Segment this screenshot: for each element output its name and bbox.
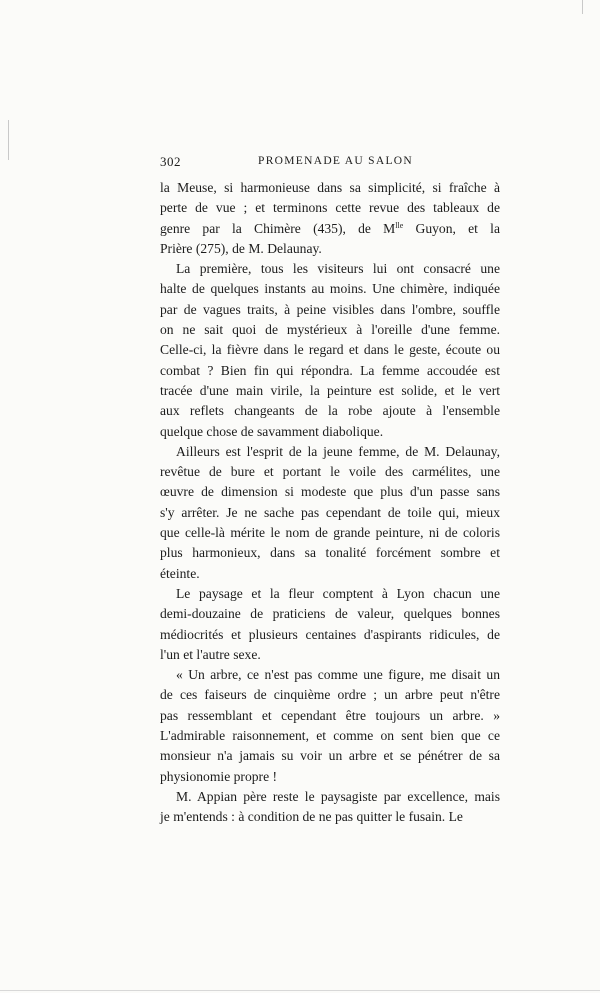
text-line: La première, tous les visiteurs lui ont consacré une bbox=[176, 261, 500, 277]
text-line: physionomie propre ! bbox=[160, 768, 278, 784]
text-line: Celle-ci, la fièvre dans le regard et dans le geste, écoute ou bbox=[160, 342, 500, 358]
text-line: monsieur n'a jamais su voir un arbre et se pénétrer de sa bbox=[160, 748, 500, 764]
text-line: perte de vue ; et terminons cette revue des tableaux de bbox=[160, 200, 500, 216]
text-line: je m'entends : à condition de ne pas quitter le fusain. Le bbox=[160, 809, 463, 825]
paragraph bbox=[160, 178, 500, 259]
text-line: aux reflets changeants de la robe ajoute à l'ensemble bbox=[160, 403, 500, 419]
text-line: « Un arbre, ce n'est pas comme une figure, me disait un bbox=[176, 667, 500, 683]
paragraph bbox=[160, 442, 500, 584]
superscript: lle bbox=[395, 220, 404, 230]
text-line: demi-douzaine de praticiens de valeur, quelques bonnes bbox=[160, 606, 500, 622]
text-line: tracée d'une main virile, la peinture est solide, et le vert bbox=[160, 382, 500, 398]
text-line: Le paysage et la fleur comptent à Lyon chacun une bbox=[176, 585, 500, 601]
text-line: l'un et l'autre sexe. bbox=[160, 646, 261, 662]
running-title: PROMENADE AU SALON bbox=[258, 155, 414, 167]
text-line: par de vagues traits, à peine visibles dans l'ombre, souffle bbox=[160, 301, 500, 317]
text-line: éteinte. bbox=[160, 565, 200, 581]
text-line: de ces faiseurs de cinquième ordre ; un arbre peut n'être bbox=[160, 687, 500, 703]
paragraph bbox=[160, 584, 500, 665]
text-line: plus harmonieux, dans sa tonalité forcément sombre et bbox=[160, 545, 500, 561]
page-header bbox=[160, 154, 500, 174]
paragraph bbox=[160, 787, 500, 828]
text-line: Prière (275), de M. Delaunay. bbox=[160, 240, 322, 256]
paragraph bbox=[160, 259, 500, 442]
paragraph bbox=[160, 665, 500, 787]
text-line: Ailleurs est l'esprit de la jeune femme, de M. Delaunay, bbox=[176, 443, 500, 459]
body-text bbox=[160, 178, 500, 828]
text-line: s'y arrêter. Je ne sache pas cependant de toile qui, mieux bbox=[160, 504, 500, 520]
text-line: quelque chose de savamment diabolique. bbox=[160, 423, 384, 439]
text-line: halte de quelques instants au moins. Une chimère, indiquée bbox=[160, 281, 500, 297]
text-line: on ne sait quoi de mystérieux à l'oreille d'une femme. bbox=[160, 322, 500, 338]
scan-edge-mark-top bbox=[582, 0, 583, 14]
text-line: revêtue de bure et portant le voile des carmélites, une bbox=[160, 464, 500, 480]
text-line: pas ressemblant et cependant être toujours un arbre. » bbox=[160, 707, 500, 723]
text-line: combat ? Bien fin qui répondra. La femme accoudée est bbox=[160, 362, 500, 378]
page-number: 302 bbox=[160, 154, 181, 169]
text-line: médiocrités et plusieurs centaines d'aspirants ridicules, de bbox=[160, 626, 500, 642]
text-line: que celle-là mérite le nom de grande peinture, ni de coloris bbox=[160, 525, 500, 541]
scan-edge-mark-left bbox=[8, 120, 9, 160]
text-line: L'admirable raisonnement, et comme on sent bien que ce bbox=[160, 728, 500, 744]
scan-edge-mark-bottom bbox=[0, 990, 600, 991]
text-line: M. Appian père reste le paysagiste par excellence, mais bbox=[176, 788, 500, 804]
text-line: œuvre de dimension si modeste que plus d'un passe sans bbox=[160, 484, 500, 500]
text-line: la Meuse, si harmonieuse dans sa simplicité, si fraîche à bbox=[160, 180, 500, 195]
text-line: genre par la Chimère (435), de $M^{lle}$ Guyon, et la bbox=[160, 220, 500, 236]
